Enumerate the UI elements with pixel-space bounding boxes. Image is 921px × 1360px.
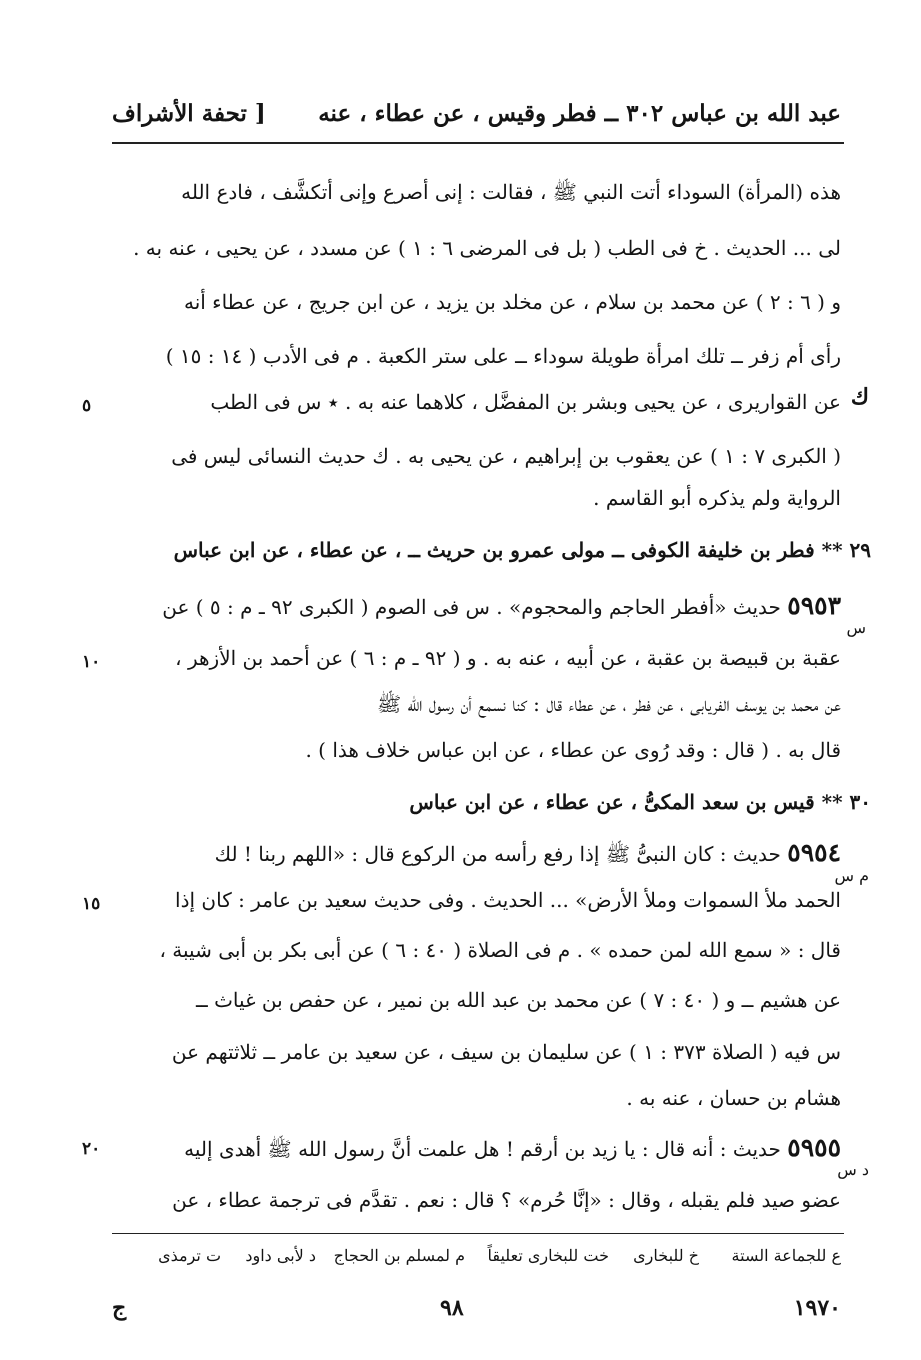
footnote-key: د لأبى داود [245,1246,316,1265]
signature-mark: ج [112,1295,127,1321]
footer-rule [112,1233,844,1234]
body-line: لى ... الحديث . خ فى الطب ( بل فى المرضى ٦ : ١ ) عن مسدد ، عن يحيى ، عنه به . [133,236,841,260]
margin-line-number: ١٠ [82,652,101,672]
body-line: الحمد ملأ السموات وملأ الأرض» ... الحديث . وفى حديث سعيد بن عامر : كان إذا [175,888,841,912]
body-line: قال : « سمع الله لمن حمده » . م فى الصلاة ( ٤٠ : ٦ ) عن أبى بكر بن أبى شيبة ، [159,938,841,962]
hadith-number: ٥٩٥٤ [787,838,841,867]
hadith-text: حديث : كان النبىُّ ﷺ إذا رفع رأسه من الركوع قال : «اللهم ربنا ! لك [214,842,781,866]
hadith-text: حديث : أنه قال : يا زيد بن أرقم ! هل علمت أنَّ رسول الله ﷺ أهدى إليه [184,1137,781,1161]
footnote-key: ع للجماعة الستة [731,1246,841,1265]
body-line: و ( ٦ : ٢ ) عن محمد بن سلام ، عن مخلد بن يزيد ، عن ابن جريج ، عن عطاء أنه [183,290,841,314]
margin-line-number: ٥ [82,396,92,416]
hadith-text: حديث «أفطر الحاجم والمحجوم» . س فى الصوم ( الكبرى ٩٢ ـ م : ٥ ) عن [162,595,781,619]
body-line: عن محمد بن يوسف الفريابى ، عن فطر ، عن عطاء قال : كنا نسمع أن رسول الله ﷺ [377,692,841,716]
body-line: عقبة بن قبيصة بن عقبة ، عن أبيه ، عنه به . و ( ٩٢ ـ م : ٦ ) عن أحمد بن الأزهر ، [175,646,841,670]
header-rule [112,142,844,144]
body-line: عن القواريرى ، عن يحيى وبشر بن المفضَّل ، كلاهما عنه به . ٭ س فى الطب [210,390,841,414]
margin-siglum: ك [850,384,869,410]
section-title: قيس بن سعد المكىُّ ، عن عطاء ، عن ابن عباس [409,790,815,814]
body-line: قال به . ( قال : وقد رُوى عن عطاء ، عن ابن عباس خلاف هذا ) . [305,738,841,762]
section-heading-29 [174,540,871,560]
hadith-5954 [215,840,841,865]
footnote-key: خ للبخارى [633,1246,699,1265]
volume-page-number: ١٩٧٠ [793,1295,841,1321]
section-number: ٣٠ ** [821,790,871,814]
margin-siglum: م س [834,866,869,885]
body-line: ( الكبرى ٧ : ١ ) عن يعقوب بن إبراهيم ، عن يحيى به . ك حديث النسائى ليس فى [171,444,841,468]
body-line: عضو صيد فلم يقبله ، وقال : «إنَّا حُرم» ؟ قال : نعم . تقدَّم فى ترجمة عطاء ، عن [172,1188,841,1212]
body-line: س فيه ( الصلاة ٣٧٣ : ١ ) عن سليمان بن سيف ، عن سعيد بن عامر ــ ثلاثتهم عن [171,1040,841,1064]
footnote-key: خت للبخارى تعليقاً [487,1246,609,1265]
body-line: عن هشيم ــ و ( ٤٠ : ٧ ) عن محمد بن عبد الله بن نمير ، عن حفص بن غياث ــ [196,988,841,1012]
section-number: ٢٩ ** [821,538,871,562]
margin-siglum: د س [837,1160,869,1179]
margin-line-number: ١٥ [82,894,101,914]
hadith-5953 [162,593,841,618]
footnote-key: م لمسلم بن الحجاج [333,1246,465,1265]
section-heading-30 [409,792,871,812]
margin-siglum: س [846,618,866,637]
hadith-5955 [184,1135,841,1160]
footnote-key: ت ترمذى [158,1246,221,1265]
hadith-number: ٥٩٥٣ [787,591,841,620]
margin-line-number: ٢٠ [82,1139,101,1159]
book-title-header: [ تحفة الأشراف [112,100,266,127]
hadith-number: ٥٩٥٥ [787,1133,841,1162]
page-number: ٩٨ [440,1295,464,1321]
body-line: الرواية ولم يذكره أبو القاسم . [593,486,841,510]
body-line: هذه (المرأة) السوداء أتت النبي ﷺ ، فقالت : إنى أصرع وإنى أتكشَّف ، فادع الله [181,180,841,204]
body-line: هشام بن حسان ، عنه به . [626,1086,841,1110]
running-header: عبد الله بن عباس ٣٠٢ ــ فطر وقيس ، عن عطاء ، عنه [318,100,841,127]
body-line: رأى أم زفر ــ تلك امرأة طويلة سوداء ــ على ستر الكعبة . م فى الأدب ( ١٤ : ١٥ ) [165,344,841,368]
section-title: فطر بن خليفة الكوفى ــ مولى عمرو بن حريث ــ ، عن عطاء ، عن ابن عباس [173,538,815,562]
